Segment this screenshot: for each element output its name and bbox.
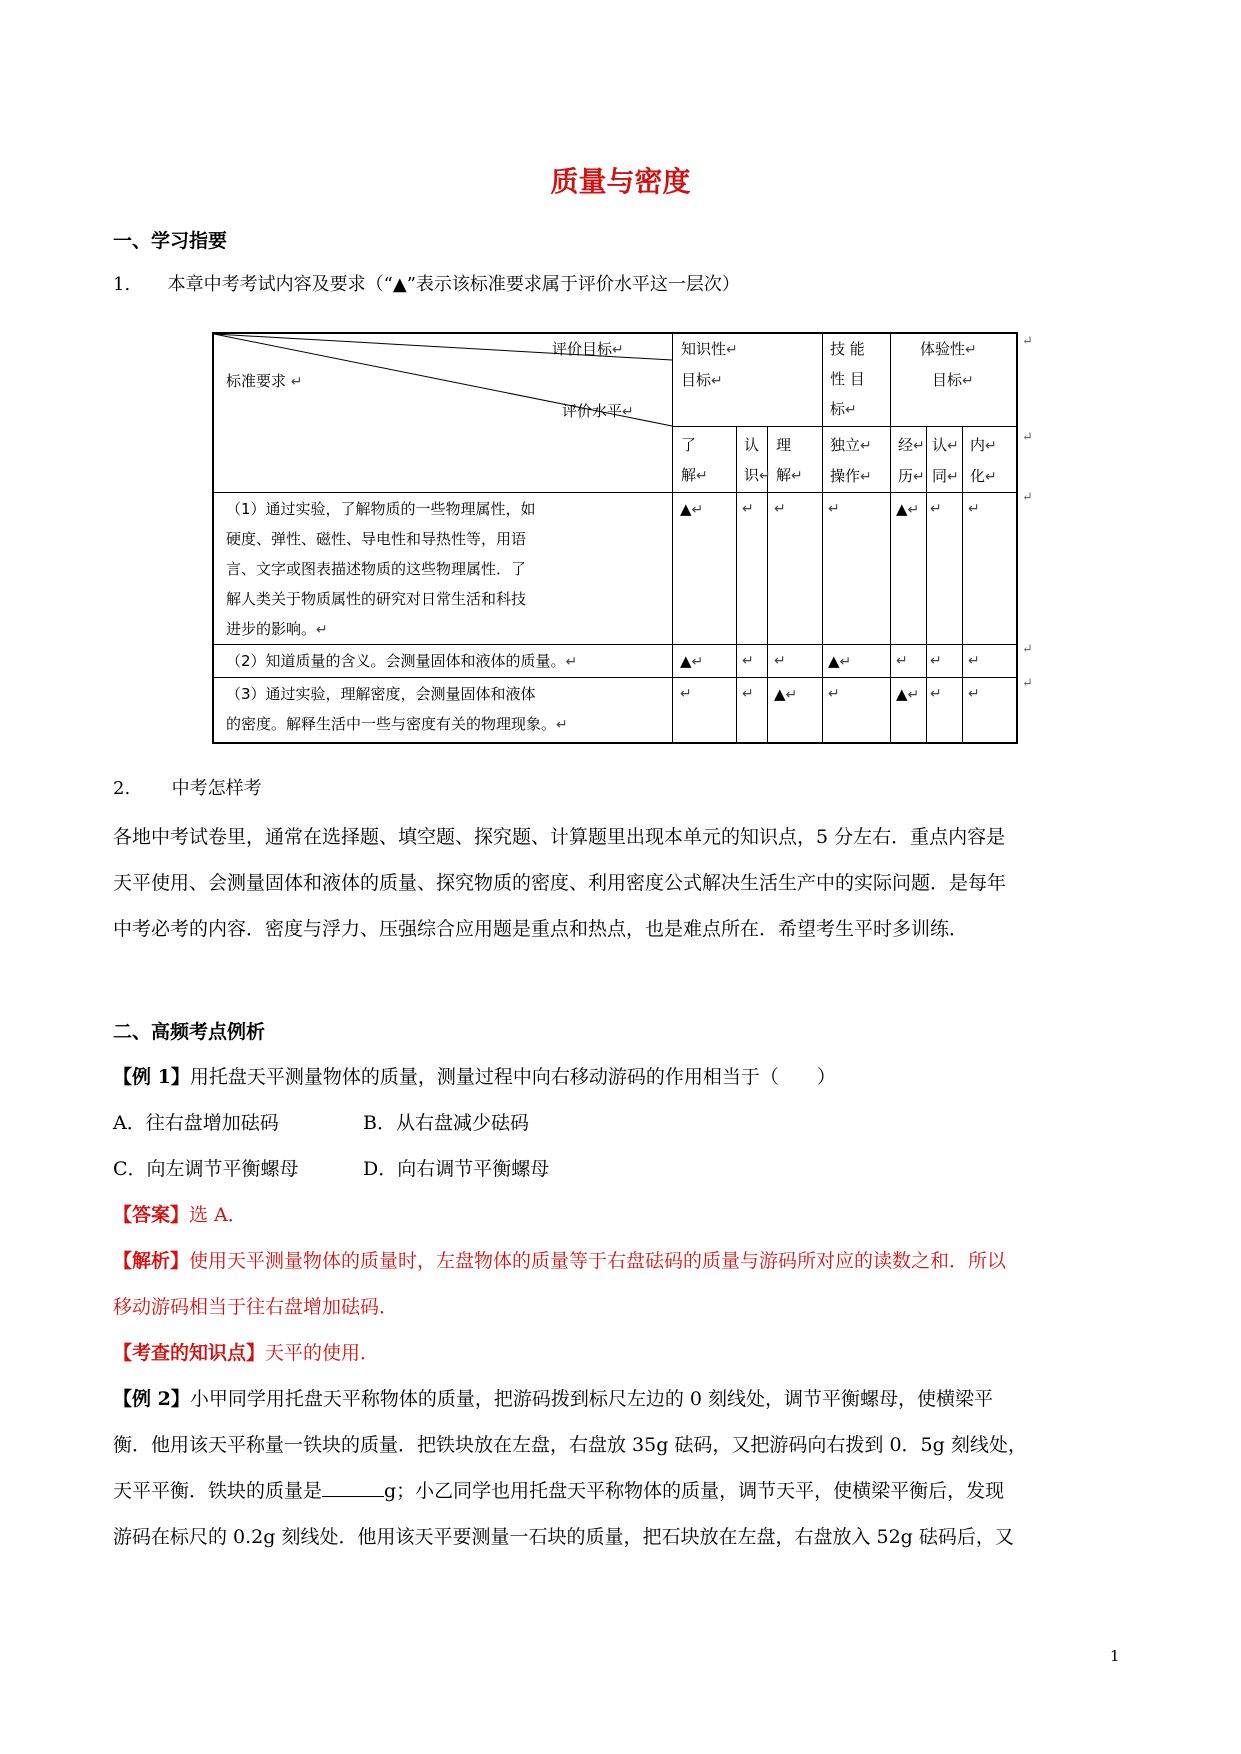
example-1-answer: 【答案】选 A． xyxy=(113,1204,247,1226)
row2-empty: ↵ xyxy=(774,653,786,669)
item-2-text: 中考怎样考 xyxy=(171,778,262,799)
sub-rentong: 认↵ 同↵ xyxy=(932,436,959,485)
row1-empty: ↵ xyxy=(774,501,786,517)
sub-liaojie: 了 解↵ xyxy=(681,436,708,484)
example-1-analysis: 【解析】使用天平测量物体的质量时，左盘物体的质量等于右盘砝码的质量与游码所对应的读数之和．所以 xyxy=(113,1250,1007,1272)
row1-text: （1）通过实验，了解物质的一些物理属性，如 硬度、弹性、磁性、导电性和导热性等，用语 言、文字或图表描述物质的这些物理属性．了 解人类关于物质属性的研究对日常生活和科技 进步的影响。↵ xyxy=(226,500,536,638)
section-heading-1: 一、学习指要 xyxy=(113,230,228,252)
row3-mark-lijie: ▲↵ xyxy=(774,685,798,703)
row3-text: （3）通过实验，理解密度，会测量固体和液体 的密度。解释生活中一些与密度有关的物理现象。↵ xyxy=(226,685,568,733)
row1-empty: ↵ xyxy=(828,501,840,517)
item-2 xyxy=(113,766,262,812)
item-1 xyxy=(113,262,740,308)
exam-description: 各地中考试卷里，通常在选择题、填空题、探究题、计算题里出现本单元的知识点，5 分左右．重点内容是 天平使用、会测量固体和液体的质量、探究物质的密度、利用密度公式解决生活生产中的实际问题．是每年 中考必考的内容．密度与浮力、压强综合应用题是重点和热点，也是难点所在．希望考生平时多训练． xyxy=(113,826,1007,940)
row3-mark-jingli: ▲↵ xyxy=(896,685,920,703)
row2-empty: ↵ xyxy=(968,653,980,669)
row3-empty: ↵ xyxy=(680,686,692,702)
row1-empty: ↵ xyxy=(930,501,942,517)
col-experience: 体验性↵ 目标↵ xyxy=(920,340,977,389)
requirements-table xyxy=(212,332,1018,744)
item-2-number: 2. xyxy=(113,778,131,799)
row3-empty: ↵ xyxy=(968,686,980,702)
example-1-question: 【例 1】用托盘天平测量物体的质量，测量过程中向右移动游码的作用相当于（ ） xyxy=(113,1066,836,1088)
item-1-text: 本章中考考试内容及要求（“▲”表示该标准要求属于评价水平这一层次） xyxy=(167,274,740,295)
example-1-options-ab: A．往右盘增加砝码 B．从右盘减少砝码 xyxy=(113,1112,529,1134)
row2-mark-duli: ▲↵ xyxy=(828,652,852,670)
example-1-knowledge-point: 【考查的知识点】天平的使用． xyxy=(113,1342,380,1364)
row1-empty: ↵ xyxy=(742,501,754,517)
item-1-number: 1. xyxy=(113,274,131,295)
return-mark: ↵ xyxy=(1022,334,1033,349)
row3-empty: ↵ xyxy=(930,686,942,702)
example-1-analysis-cont: 移动游码相当于往右盘增加砝码． xyxy=(113,1296,399,1318)
return-mark: ↵ xyxy=(1022,490,1033,505)
answer-blank[interactable] xyxy=(322,1478,384,1497)
row2-mark-liaojie: ▲↵ xyxy=(680,652,704,670)
sub-neihua: 内↵ 化↵ xyxy=(970,436,997,485)
row1-empty: ↵ xyxy=(968,501,980,517)
sub-lijie: 理 解↵ xyxy=(776,436,803,484)
col-skill: 技 能 性 目 标↵ xyxy=(830,340,865,418)
row2-empty: ↵ xyxy=(742,653,754,669)
col-knowledge: 知识性↵ 目标↵ xyxy=(681,340,738,389)
example-1 xyxy=(113,1054,1133,1376)
return-mark: ↵ xyxy=(1022,642,1033,657)
row2-empty: ↵ xyxy=(930,653,942,669)
row2-empty: ↵ xyxy=(896,653,908,669)
return-mark: ↵ xyxy=(1022,676,1033,691)
header-level: 评价水平↵ xyxy=(562,402,634,420)
row3-empty: ↵ xyxy=(742,686,754,702)
example-2: 【例 2】小甲同学用托盘天平称物体的质量，把游码拨到标尺左边的 0 刻线处，调节平衡螺母，使横梁平 衡．他用该天平称量一铁块的质量．把铁块放在左盘，右盘放 35g 砝码，又把游码向右拨到 0．5g 刻线处， 天平平衡．铁块的质量是 g；小乙同学也用托盘天平称物体的质量，调节天平，使横梁平衡后，发现 游码在标尺的 0.2g 刻线处．他用该天平要测量一石块的质量，把石块放在左盘，右盘放入 52g 砝码后，又 xyxy=(113,1388,1027,1548)
example-1-options-cd: C．向左调节平衡螺母 D．向右调节平衡螺母 xyxy=(113,1158,550,1180)
sub-renshi: 认 识↵ xyxy=(744,436,771,484)
section-heading-2: 二、高频考点例析 xyxy=(113,1021,266,1043)
header-standard: 标准要求 ↵ xyxy=(226,372,303,390)
page-title: 质量与密度 xyxy=(550,165,691,198)
row1-mark-jingli: ▲↵ xyxy=(896,500,920,518)
return-mark: ↵ xyxy=(1022,430,1033,445)
sub-duli: 独立↵ 操作↵ xyxy=(830,436,872,485)
header-target: 评价目标↵ xyxy=(552,340,624,358)
row2-text: （2）知道质量的含义。会测量固体和液体的质量。↵ xyxy=(226,652,578,670)
page-number: 1 xyxy=(1110,1647,1120,1665)
row1-mark-liaojie: ▲↵ xyxy=(680,500,704,518)
row3-empty: ↵ xyxy=(828,686,840,702)
sub-jingli: 经↵ 历↵ xyxy=(898,436,925,485)
